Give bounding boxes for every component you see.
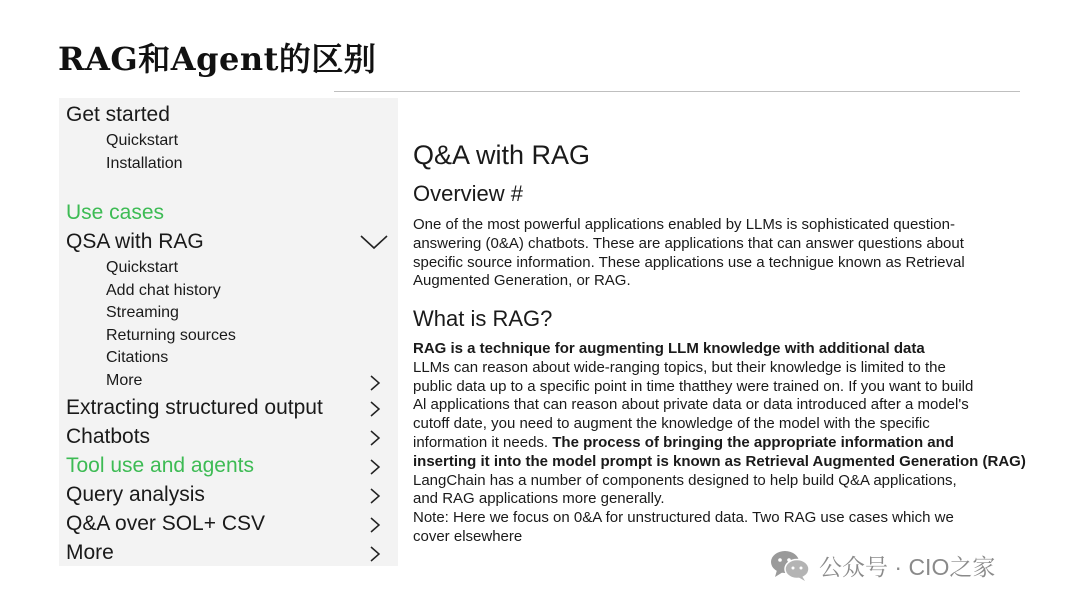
sidebar-item-extracting-structured-output[interactable]	[59, 396, 398, 422]
sidebar-item-chatbots[interactable]	[59, 425, 398, 451]
page-title: Q&A with RAG	[413, 140, 591, 170]
rag-line-normal: information it needs.	[413, 433, 553, 451]
sidebar-item-label: QSA with RAG	[66, 230, 204, 253]
sidebar-subitem-citations[interactable]: Citations	[106, 349, 169, 366]
chevron-right-icon[interactable]	[368, 517, 382, 531]
overview-line: answering (0&A) chatbots. These are applications that can answer questions about	[413, 234, 964, 252]
rag-line: public data up to a specific point in time thatthey were trained on. If you want to build	[413, 377, 974, 395]
overview-line: specific source information. These applications use a technigue known as Retrieval	[413, 253, 965, 271]
sidebar-item-get-started[interactable]: Get started	[66, 103, 170, 126]
rag-line: LLMs can reason about wide-ranging topics, but their knowledge is limited to the	[413, 358, 946, 376]
rag-line: LangChain has a number of components designed to help build Q&A applications,	[413, 471, 957, 489]
slide-title: RAG和Agent的区别	[58, 40, 377, 78]
sidebar-item-installation[interactable]: Installation	[106, 155, 183, 172]
chevron-right-icon[interactable]	[368, 459, 382, 473]
sidebar-subitem-add-chat-history[interactable]: Add chat history	[106, 282, 221, 299]
rag-line	[413, 453, 1065, 472]
overview-paragraph	[413, 216, 1065, 291]
title-divider	[334, 91, 1020, 92]
sidebar-item-qa-over-sql-csv[interactable]	[59, 512, 398, 538]
chevron-right-icon[interactable]	[368, 546, 382, 560]
sidebar-subitem-quickstart[interactable]: Quickstart	[106, 259, 179, 276]
docs-sidebar	[59, 98, 398, 566]
sidebar-item-label: Q&A over SOL+ CSV	[66, 512, 266, 535]
rag-paragraph	[413, 340, 1065, 547]
rag-lead	[413, 340, 1065, 359]
sidebar-subitem-streaming[interactable]: Streaming	[106, 304, 179, 321]
sidebar-item-qa-with-rag[interactable]	[59, 230, 398, 256]
sidebar-item-tool-use-and-agents[interactable]	[59, 454, 398, 480]
sidebar-item-quickstart[interactable]: Quickstart	[106, 132, 179, 149]
rag-line: and RAG applications more generally.	[413, 490, 665, 508]
sidebar-item-label: Query analysis	[66, 483, 205, 506]
rag-line: Note: Here we focus on 0&A for unstructured data. Two RAG use cases which we	[413, 509, 954, 527]
watermark	[769, 548, 995, 582]
sidebar-item-query-analysis[interactable]	[59, 483, 398, 509]
overview-line: One of the most powerful applications enabled by LLMs is sophisticated question-	[413, 216, 955, 233]
chevron-right-icon[interactable]	[368, 488, 382, 502]
overview-heading: Overview #	[413, 181, 524, 206]
rag-lead-bold: RAG is a technique for augmenting LLM knowledge with additional data	[413, 340, 925, 357]
sidebar-item-label: Tool use and agents	[66, 454, 254, 477]
what-is-rag-heading: What is RAG?	[413, 306, 553, 331]
sidebar-item-label: Extracting structured output	[66, 396, 323, 419]
watermark-text: 公众号 · CIO之家	[819, 553, 996, 580]
wechat-icon	[769, 548, 811, 582]
chevron-right-icon[interactable]	[368, 401, 382, 415]
chevron-right-icon[interactable]	[368, 375, 382, 389]
rag-line	[413, 434, 1065, 453]
rag-line-bold: inserting it into the model prompt is known as Retrieval Augmented Generation (RAG)	[413, 452, 1026, 470]
rag-line: Al applications that can reason about private data or data introduced after a model's	[413, 396, 969, 414]
rag-line-bold: The process of bringing the appropriate information and	[552, 433, 954, 451]
chevron-right-icon[interactable]	[368, 430, 382, 444]
sidebar-subitem-more[interactable]	[59, 372, 398, 394]
rag-line: cutoff date, you need to augment the knowledge of the model with the specific	[413, 415, 930, 433]
sidebar-item-label: Chatbots	[66, 425, 151, 448]
rag-line: cover elsewhere	[413, 527, 523, 545]
chevron-down-icon[interactable]	[359, 234, 389, 250]
sidebar-subitem-returning-sources[interactable]: Returning sources	[106, 327, 236, 344]
sidebar-section-use-cases[interactable]: Use cases	[66, 201, 165, 224]
sidebar-item-more[interactable]	[59, 541, 398, 567]
sidebar-item-label: More	[106, 372, 143, 389]
overview-line: Augmented Generation, or RAG.	[413, 272, 631, 290]
sidebar-item-label: More	[66, 541, 114, 564]
